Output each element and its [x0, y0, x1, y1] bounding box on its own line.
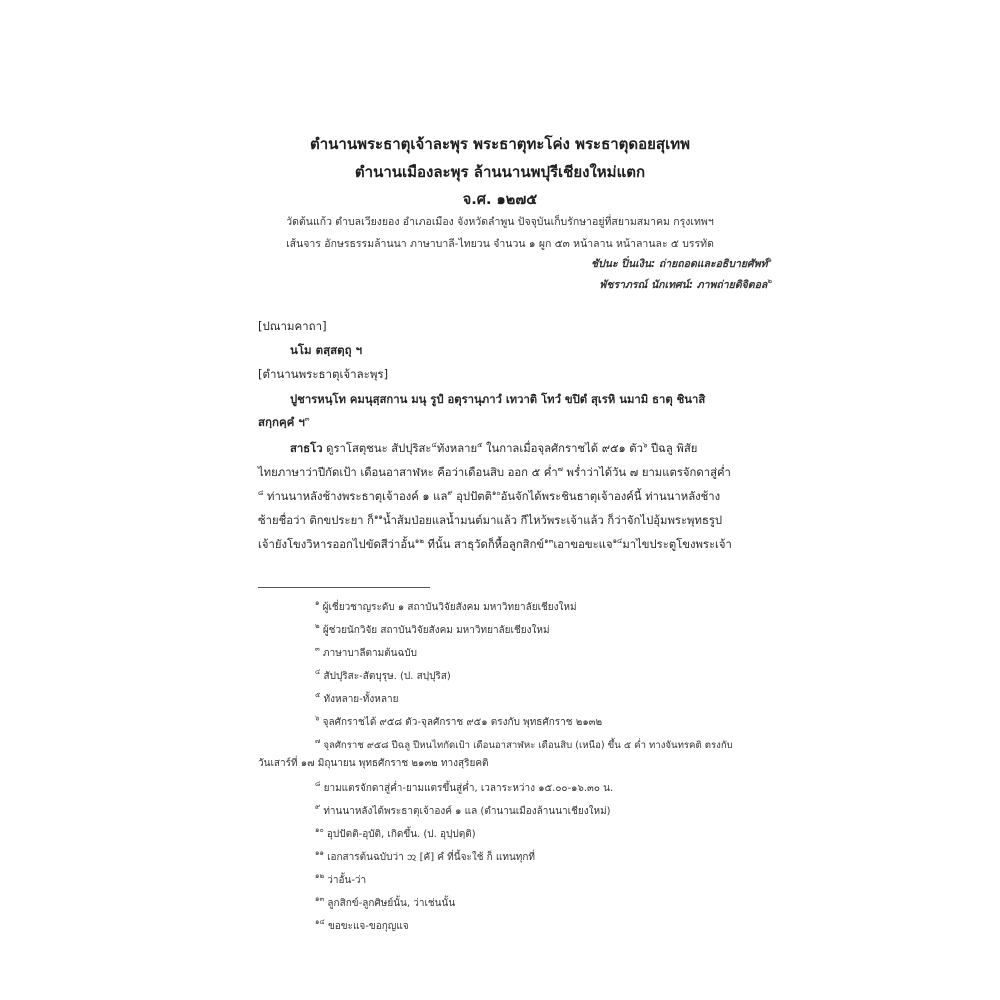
footnote-ref: ๗ — [557, 465, 563, 473]
section-heading-tamnan: [ตำนานพระธาตุเจ้าละพุร] — [258, 367, 389, 381]
text-run: อุปปัตติ — [452, 490, 492, 503]
footnote-ref: ๒ — [767, 277, 772, 285]
title-line-1: ตำนานพระธาตุเจ้าละพุร พระธาตุทะโค่ง พระธาตุดอยสุเทพ — [310, 135, 690, 153]
text-run: อันจักได้พระชินธาตุเจ้าองค์นี้ ท่านนาหลังช้าง — [500, 490, 721, 503]
footnote-text: ทังหลาย-ทั้งหลาย — [323, 694, 399, 705]
text-run: ปีฉลู พิสัย — [647, 442, 698, 455]
credit-transcriber — [591, 255, 772, 272]
footnote-text: เอกสารต้นฉบับว่า ᩋ [คั] คํ ที่นี้จะใช้ ก็ แทนทุกที่ — [327, 852, 536, 863]
footnote-text: ภาษาบาลีตามต้นฉบับ — [322, 648, 418, 659]
footnote-1 — [315, 598, 577, 615]
footnote-2 — [315, 621, 550, 638]
paragraph-line-4 — [258, 511, 766, 529]
text-run: น้ำส้มป่อยแลน้ำมนต์มาแล้ว กีไหว้พระเจ้าแล้ว ก็ว่าจักไปอุ้มพระพุทธรูป — [382, 514, 723, 527]
footnote-text: ผู้เชี่ยวชาญระดับ ๑ สถาบันวิจัยสังคม มหาวิทยาลัยเชียงใหม่ — [322, 602, 577, 613]
text-run: ซ้ายชื่อว่า ติกขประยา ก็ — [258, 514, 374, 527]
footnote-text: อุปปัตติ-อุบัติ, เกิดขึ้น. (ป. อุปฺปตฺติ) — [326, 829, 476, 840]
footnote-ref: ๑๓ — [544, 537, 554, 545]
footnote-number: ๑ — [315, 599, 320, 607]
footnote-number: ๑๓ — [315, 895, 325, 903]
footnote-ref: ๑๔ — [612, 537, 623, 545]
footnote-number: ๓ — [315, 645, 320, 653]
text-run: มาไขประตูโขงพระเจ้า — [622, 538, 732, 551]
paragraph-line-3 — [258, 487, 766, 505]
footnote-10 — [315, 825, 476, 842]
footnote-number: ๑๔ — [315, 918, 325, 926]
footnote-text: ขอขะแจ-ขอกุญแจ — [327, 921, 409, 932]
title-line-2: ตำนานเมืองละพุร ล้านนานพปุรีเชียงใหม่แตก — [354, 163, 646, 181]
footnote-text: จุลศักราชได้ ๙๕๘ ตัว-จุลศักราช ๙๕๑ ตรงกับ พุทธศักราช ๒๑๓๒ — [322, 717, 603, 728]
footnote-number: ๑๑ — [315, 849, 324, 857]
footnote-11 — [315, 848, 535, 866]
text-run: ทีนั้น สาธุวัดก็หื้อลูกสิกข์ — [423, 538, 545, 551]
footnote-14 — [315, 917, 409, 934]
text-run: พร่ำว่าได้วัน ๗ ยามแตรจักดาสู่ค่ำ — [562, 466, 731, 479]
paragraph-line-2 — [258, 463, 766, 481]
footnote-ref: ๑๑ — [373, 513, 383, 521]
footnote-number: ๑๒ — [315, 872, 325, 880]
pali-verse-text: สกฺกคฺคํ ฯ — [258, 415, 305, 429]
footnote-ref: ๕ — [477, 441, 483, 449]
text-run: ท่านนาหลังช้างพระธาตุเจ้าองค์ ๑ แล — [263, 490, 448, 503]
pali-verse-line-1: ปูชารหนฺโท คมนุสฺสกาน มนุ รูปํ อตุรานุภาวํ เทวาติ โทวํ ขปิตํ สุเรหิ นมามิ ธาตุ ชินาสิ — [290, 393, 706, 406]
footnote-separator — [258, 587, 430, 588]
footnote-7-continuation: วันเสาร์ที่ ๑๗ มิถุนายน พุทธศักราช ๒๑๓๒ ทางสุริยคติ — [258, 758, 489, 769]
footnote-ref: ๑ — [767, 256, 772, 264]
footnote-number: ๕ — [315, 691, 321, 699]
footnote-number: ๘ — [315, 780, 321, 788]
footnote-text: ท่านนาหลังได้พระธาตุเจ้าองค์ ๑ แล (ตำนานเมืองล้านนาเชียงใหม่) — [323, 806, 611, 817]
footnote-ref: ๓ — [304, 415, 310, 423]
footnote-text: ผู้ช่วยนักวิจัย สถาบันวิจัยสังคม มหาวิทยาลัยเชียงใหม่ — [322, 625, 550, 636]
paragraph-line-5 — [258, 535, 766, 553]
text-run: เจ้ายังโขงวิหารออกไปขัดสีว่าอั้น — [258, 538, 415, 551]
footnote-ref: ๑๒ — [414, 537, 424, 545]
credit-photographer-text: พัชราภรณ์ นักเทศน์: ภาพถ่ายดิจิตอล — [599, 279, 768, 291]
footnote-number: ๑๐ — [315, 826, 324, 834]
footnote-number: ๒ — [315, 622, 320, 630]
text-run: ไทยภาษาว่าปีกัดเป้า เดือนอาสาฬหะ คือว่าเดือนสิบ ออก ๕ ค่ำ — [258, 466, 558, 479]
text-run: ดูราโสตุชนะ สัปปุริสะ — [322, 442, 432, 455]
source-line-1: วัดต้นแก้ว ตำบลเวียงยอง อำเภอเมือง จังหวัดลำพูน ปัจจุบันเก็บรักษาอยู่ที่สยามสมาคม กรุงเทพฯ — [286, 216, 714, 228]
paragraph-lead-word: สาธโว — [290, 442, 323, 455]
footnote-ref: ๙ — [447, 489, 453, 497]
footnote-12 — [315, 871, 366, 888]
text-run: เอาขอขะแจ — [553, 538, 613, 551]
credit-transcriber-text: ชัปนะ ปิ่นเงิน: ถ่ายถอดและอธิบายศัพท์ — [591, 258, 768, 270]
text-run: ในกาลเมื่อจุลศักราชได้ ๙๕๑ ตัว — [482, 442, 643, 455]
footnote-8 — [315, 779, 613, 796]
footnote-7 — [315, 736, 733, 753]
footnote-4 — [315, 667, 451, 684]
section-heading-panamakatha: [ปณามคาถา] — [258, 319, 327, 333]
footnote-ref: ๔ — [431, 441, 437, 449]
era-heading: จ.ศ. ๑๒๗๕ — [462, 192, 538, 208]
namo-line: นโม ตสฺสตฺถุ ฯ — [290, 343, 363, 357]
footnote-5 — [315, 690, 398, 707]
footnote-ref: ๘ — [258, 489, 264, 497]
footnote-13 — [315, 894, 455, 911]
footnote-number: ๔ — [315, 668, 321, 676]
footnote-number: ๗ — [315, 737, 321, 745]
footnote-ref: ๑๐ — [491, 489, 501, 497]
footnote-3 — [315, 644, 417, 661]
footnote-text: จุลศักราช ๙๕๘ ปีฉลู ปีหนไทกัดเป้า เดือนอาสาฬหะ เดือนสิบ (เหนือ) ขึ้น ๕ ค่ำ ทางจันทรคติ ตรงกับ — [323, 740, 733, 751]
footnote-number: ๖ — [315, 714, 320, 722]
footnote-9 — [315, 802, 611, 819]
footnote-ref: ๖ — [642, 441, 648, 449]
footnote-text: ลูกสิกข์-ลูกศิษย์นั้น, ว่าเช่นนั้น — [327, 898, 456, 909]
credit-photographer — [599, 276, 772, 293]
pali-verse-line-2 — [258, 414, 766, 432]
text-run: ทังหลาย — [436, 442, 478, 455]
footnote-text: ยามแตรจักดาสู่ค่ำ-ยามแตรขึ้นสู่ค่ำ, เวลาระหว่าง ๑๕.๐๐-๑๖.๓๐ น. — [323, 783, 614, 794]
footnote-text: ว่าอั้น-ว่า — [327, 875, 367, 886]
paragraph-line-1 — [290, 439, 766, 457]
footnote-text: สัปปุริสะ-สัตบุรุษ. (ป. สปฺปุริส) — [323, 671, 451, 682]
source-line-2: เส้นจาร อักษรธรรมล้านนา ภาษาบาลี-ไทยวน จำนวน ๑ ผูก ๕๓ หน้าลาน หน้าลานละ ๕ บรรทัด — [286, 238, 714, 250]
footnote-6 — [315, 713, 602, 730]
footnote-number: ๙ — [315, 803, 321, 811]
